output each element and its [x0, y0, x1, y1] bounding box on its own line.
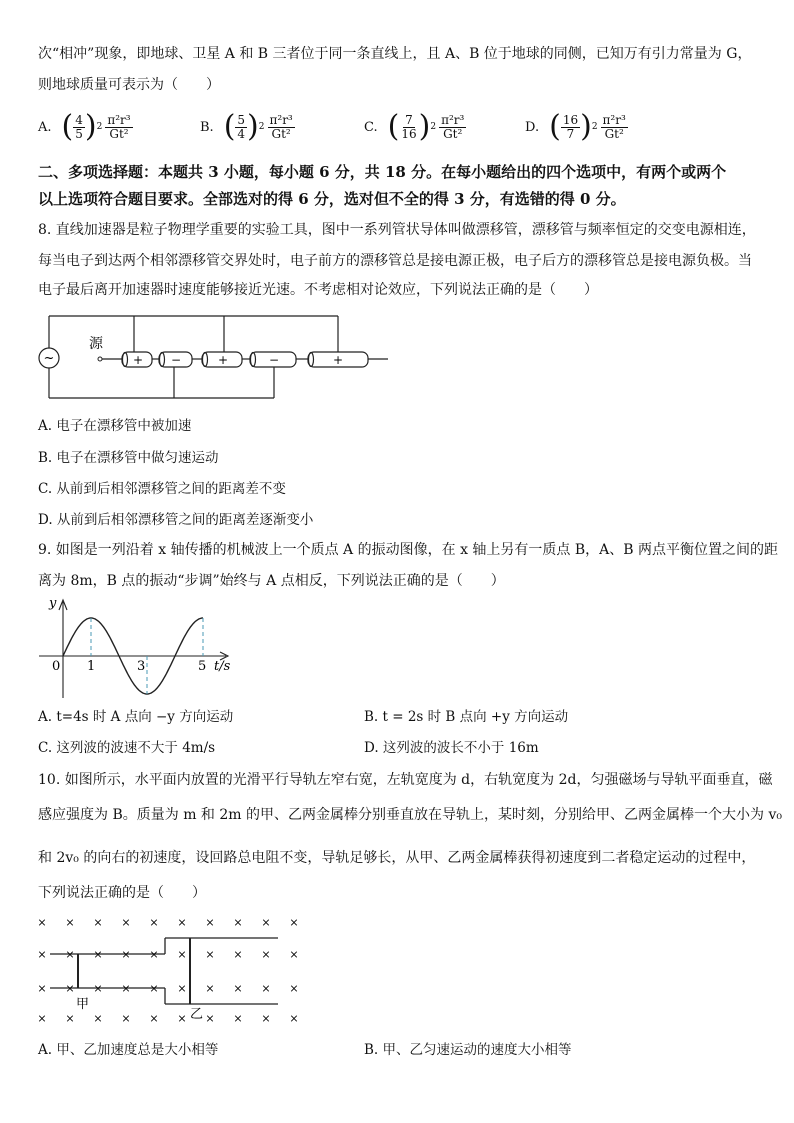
q8-line-1: 8. 直线加速器是粒子物理学重要的实验工具，图中一系列管状导体叫做漂移管，漂移管与频率恒定的交变电源相连，: [38, 222, 756, 238]
q10-line-4: 下列说法正确的是（ ）: [38, 885, 206, 901]
ratio-fraction: $\frac{5}{4}$: [237, 112, 246, 141]
q9-line-2: 离为 8m，B 点的振动“步调”始终与 A 点相反，下列说法正确的是（ ）: [38, 573, 505, 589]
field-cross: ×: [261, 916, 271, 929]
field-cross: ×: [37, 948, 47, 961]
mass-factor-fraction: $\frac{\text{π²r³}}{\text{Gt²}}$: [441, 112, 465, 141]
tube-1-sign: +: [132, 353, 144, 367]
q7-option-d: D. ( $\frac{16}{7}$ ) 2 $\frac{\text{π²r³}}{\text{Gt²}}$: [525, 109, 626, 144]
field-cross: ×: [261, 982, 271, 995]
option-label: D.: [525, 119, 540, 135]
field-cross: ×: [233, 948, 243, 961]
exponent: 2: [258, 122, 265, 132]
graph-origin-label: 0: [52, 659, 61, 674]
tube-3-sign: +: [217, 353, 229, 367]
field-cross: ×: [37, 982, 47, 995]
field-cross: ×: [177, 1012, 187, 1025]
option-label: B.: [200, 119, 214, 135]
field-cross: ×: [149, 982, 159, 995]
field-cross: ×: [93, 916, 103, 929]
field-cross: ×: [65, 1012, 75, 1025]
mass-factor-fraction: $\frac{\text{π²r³}}{\text{Gt²}}$: [269, 112, 293, 141]
field-cross: ×: [121, 982, 131, 995]
graph-y-label: y: [49, 596, 57, 611]
field-cross: ×: [205, 982, 215, 995]
q7-line-2: 则地球质量可表示为（ ）: [38, 77, 220, 93]
exponent: 2: [591, 122, 598, 132]
field-cross: ×: [289, 982, 299, 995]
option-label: A.: [38, 119, 52, 135]
mass-factor-fraction: $\frac{\text{π²r³}}{\text{Gt²}}$: [107, 112, 131, 141]
tube-5-sign: +: [332, 353, 344, 367]
ac-source-symbol: ~: [43, 351, 55, 366]
field-cross: ×: [205, 1012, 215, 1025]
field-cross: ×: [233, 916, 243, 929]
field-cross: ×: [261, 948, 271, 961]
q8-option-a: A. 电子在漂移管中被加速: [38, 418, 192, 434]
graph-tick-3: 3: [137, 659, 146, 674]
q8-option-d: D. 从前到后相邻漂移管之间的距离差逐渐变小: [38, 512, 314, 528]
field-cross: ×: [289, 916, 299, 929]
mass-factor-fraction: $\frac{\text{π²r³}}{\text{Gt²}}$: [602, 112, 626, 141]
ratio-fraction: $\frac{7}{16}$: [401, 112, 417, 141]
rod-yi-label: 乙: [190, 1007, 204, 1022]
q10-line-2: 感应强度为 B。质量为 m 和 2m 的甲、乙两金属棒分别垂直放在导轨上，某时刻，分别给甲、乙两金属棒一个大小为 v₀: [38, 807, 782, 823]
field-cross: ×: [233, 1012, 243, 1025]
q9-option-c: C. 这列波的波速不大于 4m/s: [38, 740, 216, 756]
field-cross: ×: [93, 982, 103, 995]
tube-2-sign: −: [170, 353, 182, 367]
q10-line-3: 和 2v₀ 的向右的初速度，设回路总电阻不变，导轨足够长，从甲、乙两金属棒获得初速度到二者稳定运动的过程中，: [38, 850, 756, 866]
q7-option-a: A. ( $\frac{4}{5}$ ) 2 $\frac{\text{π²r³}}{\text{Gt²}}$: [38, 109, 131, 144]
field-cross: ×: [289, 1012, 299, 1025]
field-cross: ×: [65, 982, 75, 995]
field-cross: ×: [149, 1012, 159, 1025]
field-cross: ×: [149, 948, 159, 961]
field-cross: ×: [121, 948, 131, 961]
q9-line-1: 9. 如图是一列沿着 x 轴传播的机械波上一个质点 A 的振动图像，在 x 轴上另有一质点 B，A、B 两点平衡位置之间的距: [38, 542, 778, 558]
ratio-fraction: $\frac{16}{7}$: [562, 112, 579, 141]
field-cross: ×: [289, 948, 299, 961]
field-cross: ×: [37, 916, 47, 929]
q9-option-a: A. t=4s 时 A 点向 −y 方向运动: [38, 709, 234, 725]
rod-jia-label: 甲: [76, 997, 90, 1012]
q8-option-c: C. 从前到后相邻漂移管之间的距离差不变: [38, 481, 286, 497]
linac-diagram: [34, 310, 394, 402]
q10-option-b: B. 甲、乙匀速运动的速度大小相等: [364, 1042, 572, 1058]
field-cross: ×: [65, 916, 75, 929]
field-cross: ×: [177, 982, 187, 995]
q9-option-d: D. 这列波的波长不小于 16m: [364, 740, 539, 756]
q7-line-1: 次“相冲”现象，即地球、卫星 A 和 B 三者位于同一条直线上，且 A、B 位于地球的同侧，已知万有引力常量为 G，: [38, 46, 752, 62]
q7-option-c: C. ( $\frac{7}{16}$ ) 2 $\frac{\text{π²r³}}{\text{Gt²}}$: [364, 109, 465, 144]
q9-option-b: B. t = 2s 时 B 点向 +y 方向运动: [364, 709, 569, 725]
ratio-fraction: $\frac{4}{5}$: [75, 112, 83, 141]
q8-option-b: B. 电子在漂移管中做匀速运动: [38, 450, 219, 466]
q8-line-2: 每当电子到达两个相邻漂移管交界处时，电子前方的漂移管总是接电源正极，电子后方的漂移管总是接电源负极。当: [38, 253, 752, 269]
source-label: 源: [89, 336, 103, 352]
section-2-heading-line-1: 二、多项选择题：本题共 3 小题，每小题 6 分，共 18 分。在每小题给出的四个选项中，有两个或两个: [38, 163, 727, 181]
field-cross: ×: [93, 1012, 103, 1025]
graph-tick-5: 5: [198, 659, 207, 674]
field-cross: ×: [177, 948, 187, 961]
q10-line-1: 10. 如图所示，水平面内放置的光滑平行导轨左窄右宽，左轨宽度为 d，右轨宽度为 2d，匀强磁场与导轨平面垂直，磁: [38, 772, 773, 788]
exponent: 2: [96, 122, 103, 132]
exponent: 2: [430, 122, 437, 132]
field-cross: ×: [65, 948, 75, 961]
field-cross: ×: [121, 1012, 131, 1025]
tube-4-sign: −: [268, 353, 280, 367]
field-cross: ×: [261, 1012, 271, 1025]
q8-line-3: 电子最后离开加速器时速度能够接近光速。不考虑相对论效应，下列说法正确的是（ ）: [38, 282, 598, 298]
q10-option-a: A. 甲、乙加速度总是大小相等: [38, 1042, 219, 1058]
section-2-heading-line-2: 以上选项符合题目要求。全部选对的得 6 分，选对但不全的得 3 分，有选错的得 0 分。: [38, 190, 626, 208]
field-cross: ×: [121, 916, 131, 929]
field-cross: ×: [205, 916, 215, 929]
field-cross: ×: [205, 948, 215, 961]
field-cross: ×: [93, 948, 103, 961]
graph-tick-1: 1: [87, 659, 96, 674]
field-cross: ×: [177, 916, 187, 929]
option-label: C.: [364, 119, 378, 135]
field-cross: ×: [37, 1012, 47, 1025]
field-cross: ×: [233, 982, 243, 995]
field-cross: ×: [149, 916, 159, 929]
vibration-graph: [36, 592, 246, 700]
graph-x-label: t/s: [214, 659, 231, 674]
q7-option-b: B. ( $\frac{5}{4}$ ) 2 $\frac{\text{π²r³}}{\text{Gt²}}$: [200, 109, 293, 144]
rail-diagram: [30, 910, 320, 1030]
